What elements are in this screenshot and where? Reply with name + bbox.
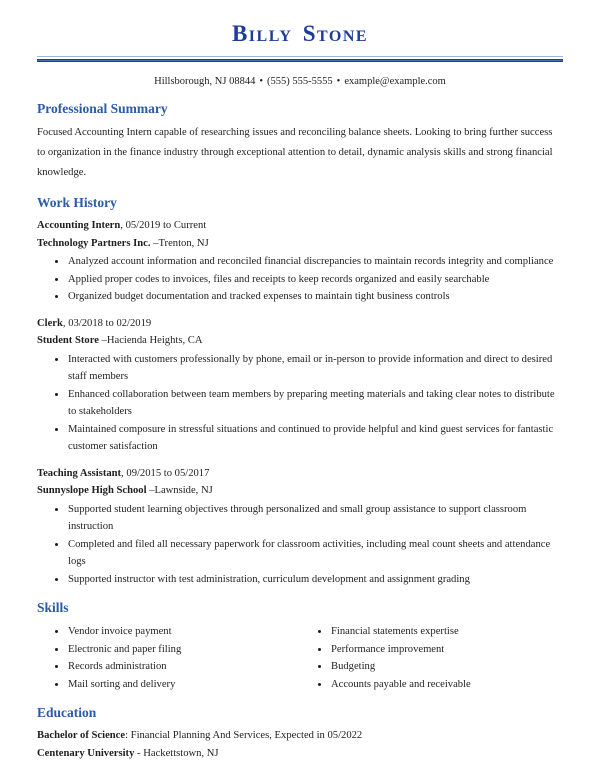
skill-item: • Performance improvement — [330, 641, 563, 659]
job-dates: 03/2018 to 02/2019 — [68, 317, 152, 329]
job-bullet: • Interacted with customers professionally by phone, email or in-person to provide information and direct to desired staff members — [67, 351, 563, 386]
job-bullet-list — [37, 253, 563, 306]
job-company: Student Store — [37, 335, 99, 346]
job-bullet: • Maintained composure in stressful situations and continued to provide helpful and kind guest services for fantastic customer satisfaction — [67, 421, 563, 456]
contact-location: Hillsborough, NJ 08844 — [154, 76, 256, 87]
job-location-dash: – — [101, 335, 107, 346]
job-dates: 09/2015 to 05/2017 — [126, 467, 210, 479]
education-degree-separator: : — [125, 730, 131, 741]
job-bullet-list — [37, 501, 563, 589]
skills-heading: Skills — [37, 600, 69, 615]
skill-item: • Financial statements expertise — [330, 623, 563, 641]
contact-phone: (555) 555-5555 — [267, 76, 333, 87]
education-school-location: Hackettstown, NJ — [143, 747, 219, 759]
job-bullet: • Organized budget documentation and tracked expenses to maintain tight business controls — [67, 288, 563, 306]
job-company: Sunnyslope High School — [37, 485, 147, 496]
skill-item: • Electronic and paper filing — [67, 641, 300, 659]
job-title-line — [37, 465, 563, 483]
job-company-line — [37, 332, 563, 350]
education-school-separator: - — [134, 747, 144, 759]
education-degree-line — [37, 727, 563, 745]
contact-line — [37, 74, 563, 89]
job-title-separator: , — [62, 317, 69, 329]
job-bullet-list — [37, 351, 563, 456]
education-school: Centenary University — [37, 747, 135, 759]
bullet-separator: • — [259, 76, 264, 87]
job-title: Accounting Intern — [37, 220, 121, 231]
job-bullet: • Completed and filed all necessary paperwork for classroom activities, including meal count sheets and attendance logs — [67, 536, 563, 571]
job-entry — [37, 315, 563, 456]
job-dates: 05/2019 to Current — [125, 220, 207, 231]
skill-item: • Mail sorting and delivery — [67, 676, 300, 694]
section-education — [37, 704, 563, 762]
job-title-line — [37, 315, 563, 333]
job-title: Clerk — [37, 317, 63, 329]
job-company-line — [37, 235, 563, 253]
contact-email: example@example.com — [344, 76, 446, 87]
skill-item: • Budgeting — [330, 658, 563, 676]
skills-column-right — [300, 623, 563, 693]
job-location-dash: – — [153, 237, 159, 249]
job-title: Teaching Assistant — [37, 467, 122, 479]
divider-thin-line — [37, 56, 563, 57]
job-title-line — [37, 217, 563, 235]
header-divider — [37, 56, 563, 62]
job-bullet: • Applied proper codes to invoices, files and receipts to keep records organized and easily searchable — [67, 271, 563, 289]
skill-item: • Records administration — [67, 658, 300, 676]
job-location: Hacienda Heights, CA — [106, 335, 203, 346]
job-title-separator: , — [120, 220, 126, 231]
candidate-name: Billy Stone — [231, 21, 369, 46]
education-heading: Education — [37, 705, 97, 720]
job-bullet: • Analyzed account information and reconciled financial discrepancies to maintain records integrity and compliance — [67, 253, 563, 271]
job-bullet: • Supported student learning objectives through personalized and small group assistance to support classroom instruction — [67, 501, 563, 536]
job-location: Trenton, NJ — [158, 237, 209, 249]
work-history-heading: Work History — [37, 195, 117, 210]
job-location: Lawnside, NJ — [154, 485, 213, 496]
skill-item: • Accounts payable and receivable — [330, 676, 563, 694]
job-company-line — [37, 482, 563, 500]
section-professional-summary — [37, 100, 563, 183]
bullet-separator: • — [336, 76, 341, 87]
job-company: Technology Partners Inc. — [37, 237, 151, 249]
skills-columns — [37, 622, 563, 693]
education-degree: Bachelor of Science — [37, 730, 126, 741]
job-entry — [37, 465, 563, 589]
professional-summary-heading: Professional Summary — [37, 101, 168, 116]
education-school-line — [37, 745, 563, 763]
job-location-dash: – — [149, 485, 155, 496]
section-work-history — [37, 194, 563, 588]
job-list — [37, 217, 563, 588]
education-degree-detail: Financial Planning And Services, Expected in 05/2022 — [130, 730, 363, 741]
divider-thick-line — [37, 59, 563, 62]
job-entry — [37, 217, 563, 306]
skills-column-left — [37, 623, 300, 693]
section-skills — [37, 599, 563, 693]
job-bullet: • Enhanced collaboration between team members by preparing meeting materials and taking clear notes to distribute to stakeholders — [67, 386, 563, 421]
job-bullet: • Supported instructor with test administration, curriculum development and assignment grading — [67, 571, 563, 589]
professional-summary-text: Focused Accounting Intern capable of researching issues and reconciling balance sheets. Looking to bring further success to organization in the finance industry through exceptional attention to detail, dynamic analysis skills and strong financial knowledge. — [37, 127, 553, 178]
job-title-separator: , — [121, 467, 127, 479]
skill-item: • Vendor invoice payment — [67, 623, 300, 641]
